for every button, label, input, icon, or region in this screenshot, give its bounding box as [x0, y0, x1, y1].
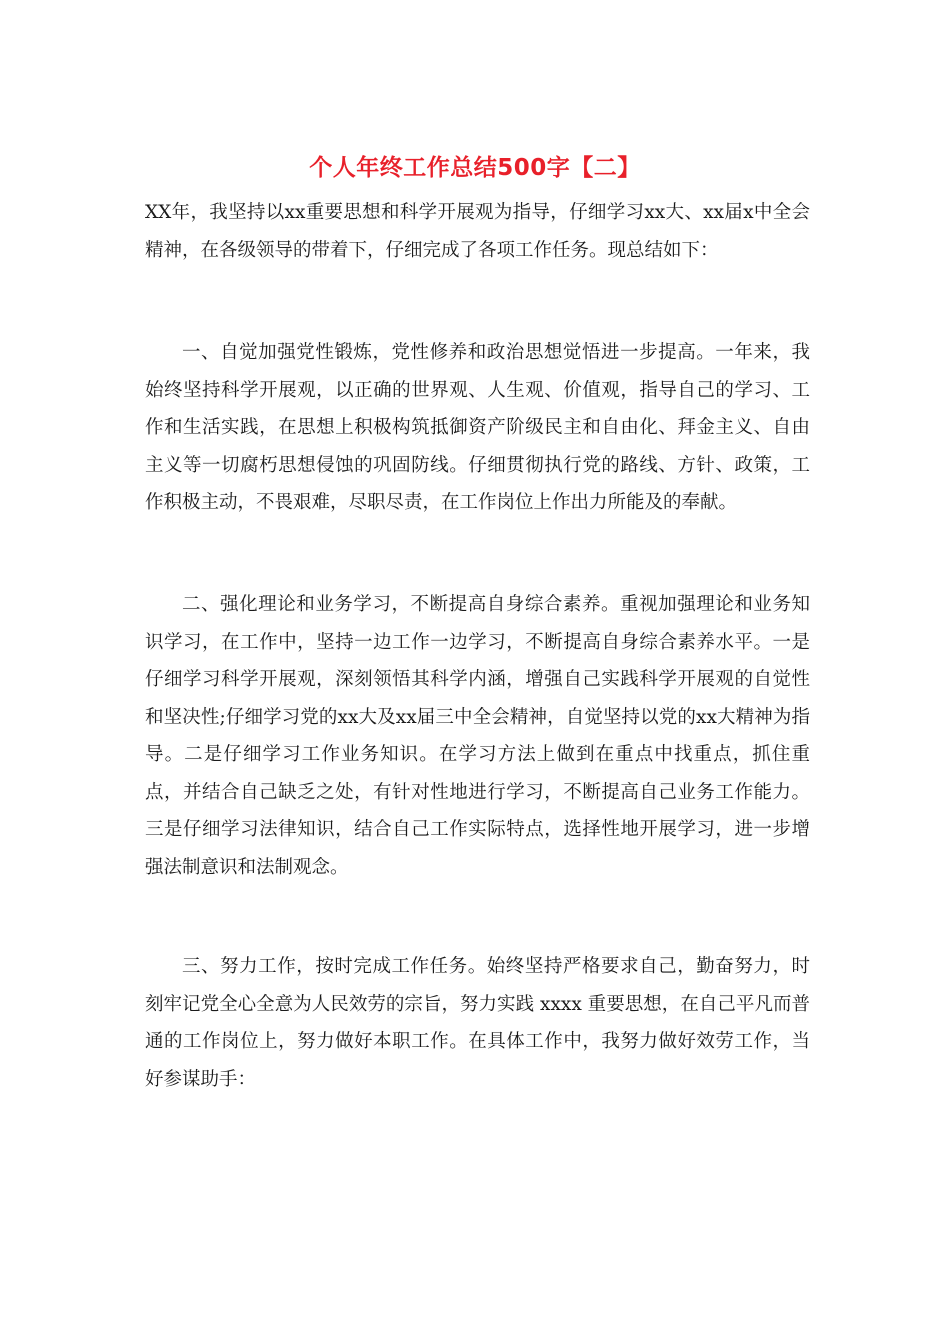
intro-paragraph: XX年，我坚持以xx重要思想和科学开展观为指导，仔细学习xx大、xx届x中全会精神，在各级领导的带着下，仔细完成了各项工作任务。现总结如下：: [145, 202, 810, 261]
paragraph-2: 二、强化理论和业务学习，不断提高自身综合素养。重视加强理论和业务知识学习，在工作中，坚持一边工作一边学习，不断提高自身综合素养水平。一是仔细学习科学开展观，深刻领悟其科学内涵，增强自己实践科学开展观的自觉性和坚决性;仔细学习党的xx大及xx届三中全会精神，自觉坚持以党的xx大精神为指导。二是仔细学习工作业务知识。在学习方法上做到在重点中找重点，抓住重点，并结合自己缺乏之处，有针对性地进行学习，不断提高自己业务工作能力。三是仔细学习法律知识，结合自己工作实际特点，选择性地开展学习，进一步增强法制意识和法制观念。: [145, 594, 810, 878]
paragraph-1: 一、自觉加强党性锻炼，党性修养和政治思想觉悟进一步提高。一年来，我始终坚持科学开展观，以正确的世界观、人生观、价值观，指导自己的学习、工作和生活实践，在思想上积极构筑抵御资产阶级民主和自由化、拜金主义、自由主义等一切腐朽思想侵蚀的巩固防线。仔细贯彻执行党的路线、方针、政策，工作积极主动，不畏艰难，尽职尽责，在工作岗位上作出力所能及的奉献。: [145, 342, 810, 513]
paragraph-3: 三、努力工作，按时完成工作任务。始终坚持严格要求自己，勤奋努力，时刻牢记党全心全意为人民效劳的宗旨，努力实践 xxxx 重要思想，在自己平凡而普通的工作岗位上，努力做好本职工作。在具体工作中，我努力做好效劳工作，当好参谋助手：: [145, 956, 810, 1090]
document-title: 个人年终工作总结500字【二】: [309, 155, 641, 181]
